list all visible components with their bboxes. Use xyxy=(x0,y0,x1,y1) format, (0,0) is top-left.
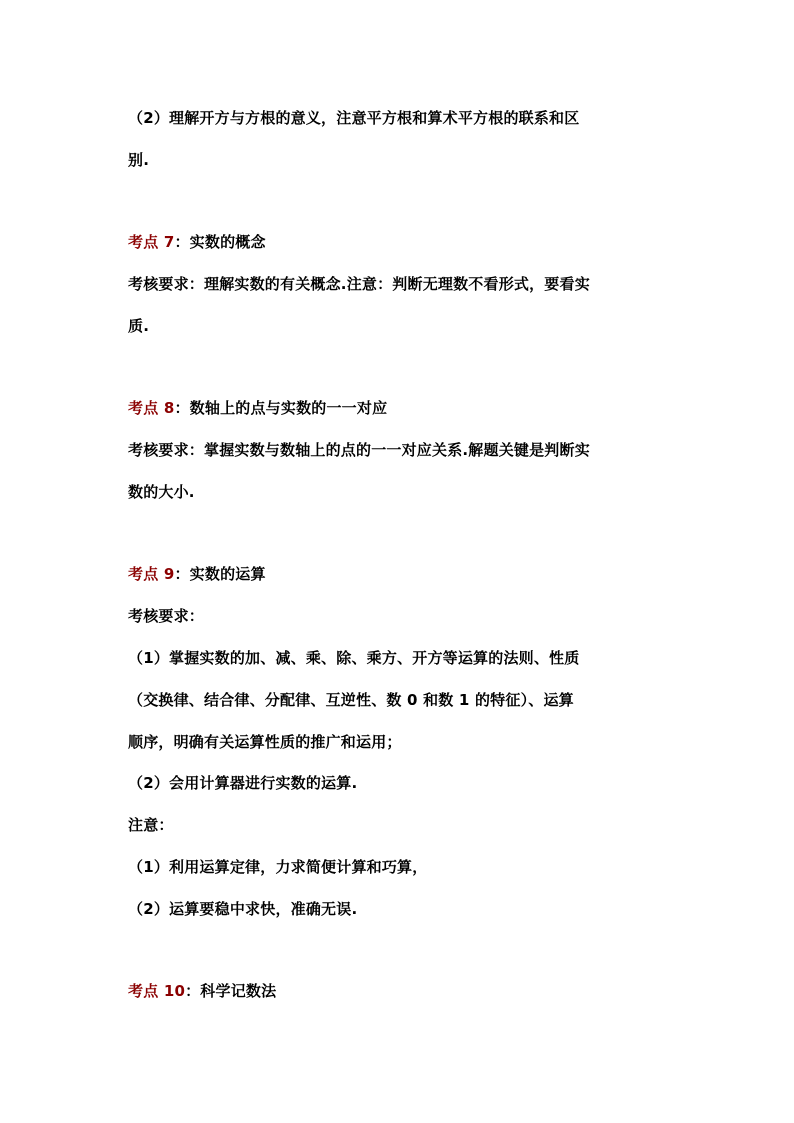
section-line: （1）利用运算定律，力求简便计算和巧算， xyxy=(128,858,428,876)
paragraph-line: 别. xyxy=(128,151,150,169)
section-line: 考核要求：理解实数的有关概念.注意：判断无理数不看形式，要看实 xyxy=(128,275,590,293)
section-line: 考核要求： xyxy=(128,607,205,625)
section-label: 考点 7 xyxy=(128,233,175,251)
section-heading-10 xyxy=(128,981,673,1001)
section-title: ：实数的概念 xyxy=(174,233,266,251)
section-title: ：数轴上的点与实数的一一对应 xyxy=(174,399,388,417)
section-line: 质. xyxy=(128,317,150,335)
section-line: （交换律、结合律、分配律、互逆性、数 0 和数 1 的特征）、运算 xyxy=(128,691,574,709)
section-label: 考点 8 xyxy=(128,399,175,417)
section-line: （1）掌握实数的加、减、乘、除、乘方、开方等运算的法则、性质 xyxy=(128,649,580,667)
section-line: 考核要求：掌握实数与数轴上的点的一一对应关系.解题关键是判断实 xyxy=(128,441,590,459)
paragraph-line: （2）理解开方与方根的意义，注意平方根和算术平方根的联系和区 xyxy=(128,109,580,127)
section-line: （2）会用计算器进行实数的运算. xyxy=(128,774,358,792)
section-heading-9 xyxy=(128,564,673,584)
section-title: ：实数的运算 xyxy=(174,565,266,583)
section-label: 考点 10 xyxy=(128,982,186,1000)
section-label: 考点 9 xyxy=(128,565,175,583)
section-line: （2）运算要稳中求快，准确无误. xyxy=(128,900,358,918)
section-heading-7 xyxy=(128,232,673,252)
section-line: 数的大小. xyxy=(128,483,195,501)
section-line: 顺序，明确有关运算性质的推广和运用； xyxy=(128,733,402,751)
section-heading-8 xyxy=(128,398,673,418)
section-line: 注意： xyxy=(128,816,174,834)
section-title: ：科学记数法 xyxy=(185,982,277,1000)
